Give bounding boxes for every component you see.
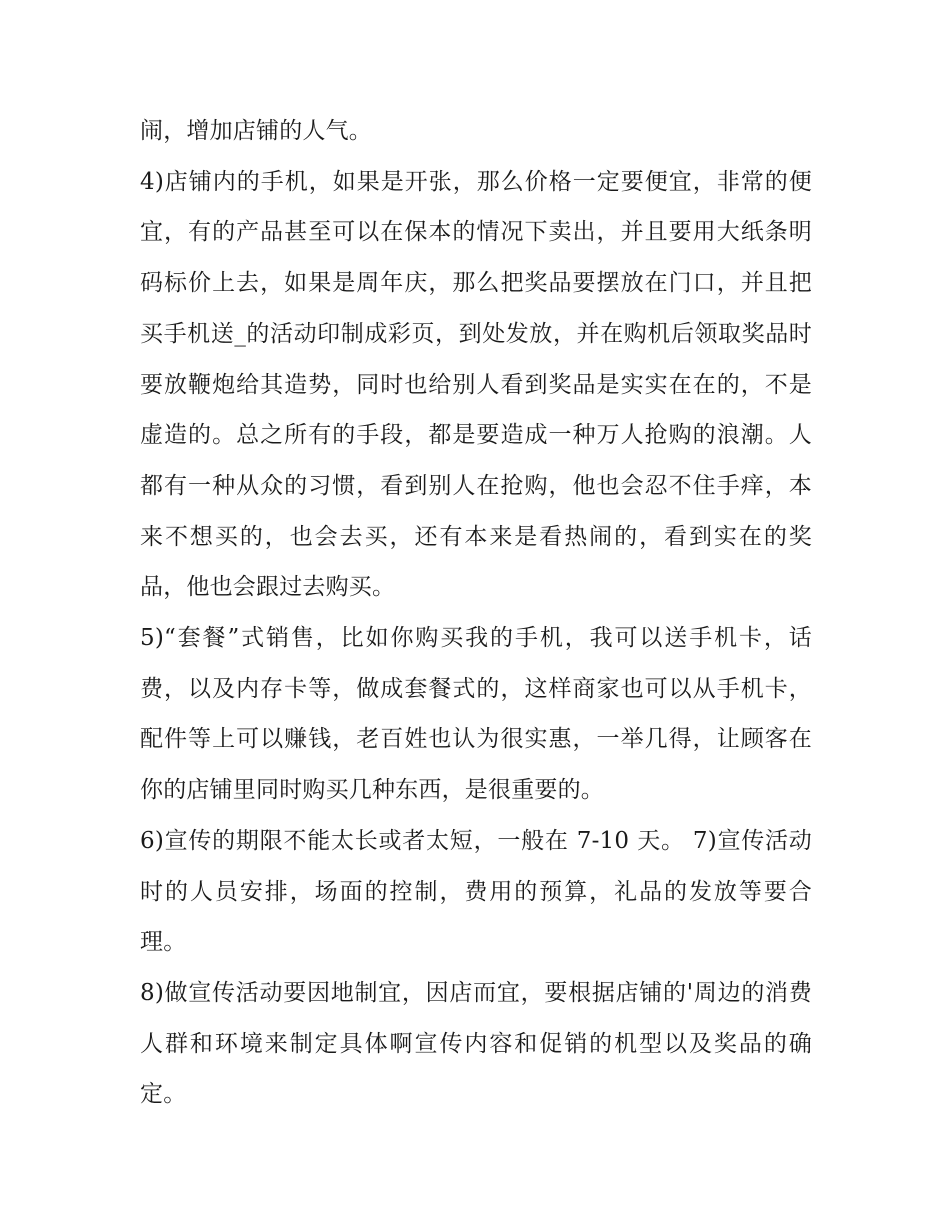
paragraph-item-8: 8)做宣传活动要因地制宜，因店而宜，要根据店铺的'周边的消费人群和环境来制定具体啊宣传内容和促销的机型以及奖品的确定。 [140,979,812,1108]
document-body [140,106,812,1120]
paragraph-continuation: 闹，增加店铺的人气。 [140,118,372,144]
paragraph-item-6-7: 6)宣传的期限不能太长或者太短，一般在 7-10 天。 7)宣传活动时的人员安排，场面的控制，费用的预算，礼品的发放等要合理。 [140,827,812,956]
paragraph-item-4: 4)店铺内的手机，如果是开张，那么价格一定要便宜，非常的便宜，有的产品甚至可以在保本的情况下卖出，并且要用大纸条明码标价上去，如果是周年庆，那么把奖品要摆放在门口，并且把买手机送_的活动印制成彩页，到处发放，并在购机后领取奖品时要放鞭炮给其造势，同时也给别人看到奖品是实实在在的，不是虚造的。总之所有的手段，都是要造成一种万人抢购的浪潮。人都有一种从众的习惯，看到别人在抢购，他也会忍不住手痒，本来不想买的，也会去买，还有本来是看热闹的，看到实在的奖品，他也会跟过去购买。 [140,168,812,601]
paragraph-item-5: 5)“套餐”式销售，比如你购买我的手机，我可以送手机卡，话费，以及内存卡等，做成套餐式的，这样商家也可以从手机卡，配件等上可以赚钱，老百姓也认为很实惠，一举几得，让顾客在你的店铺里同时购买几种东西，是很重要的。 [140,625,812,804]
